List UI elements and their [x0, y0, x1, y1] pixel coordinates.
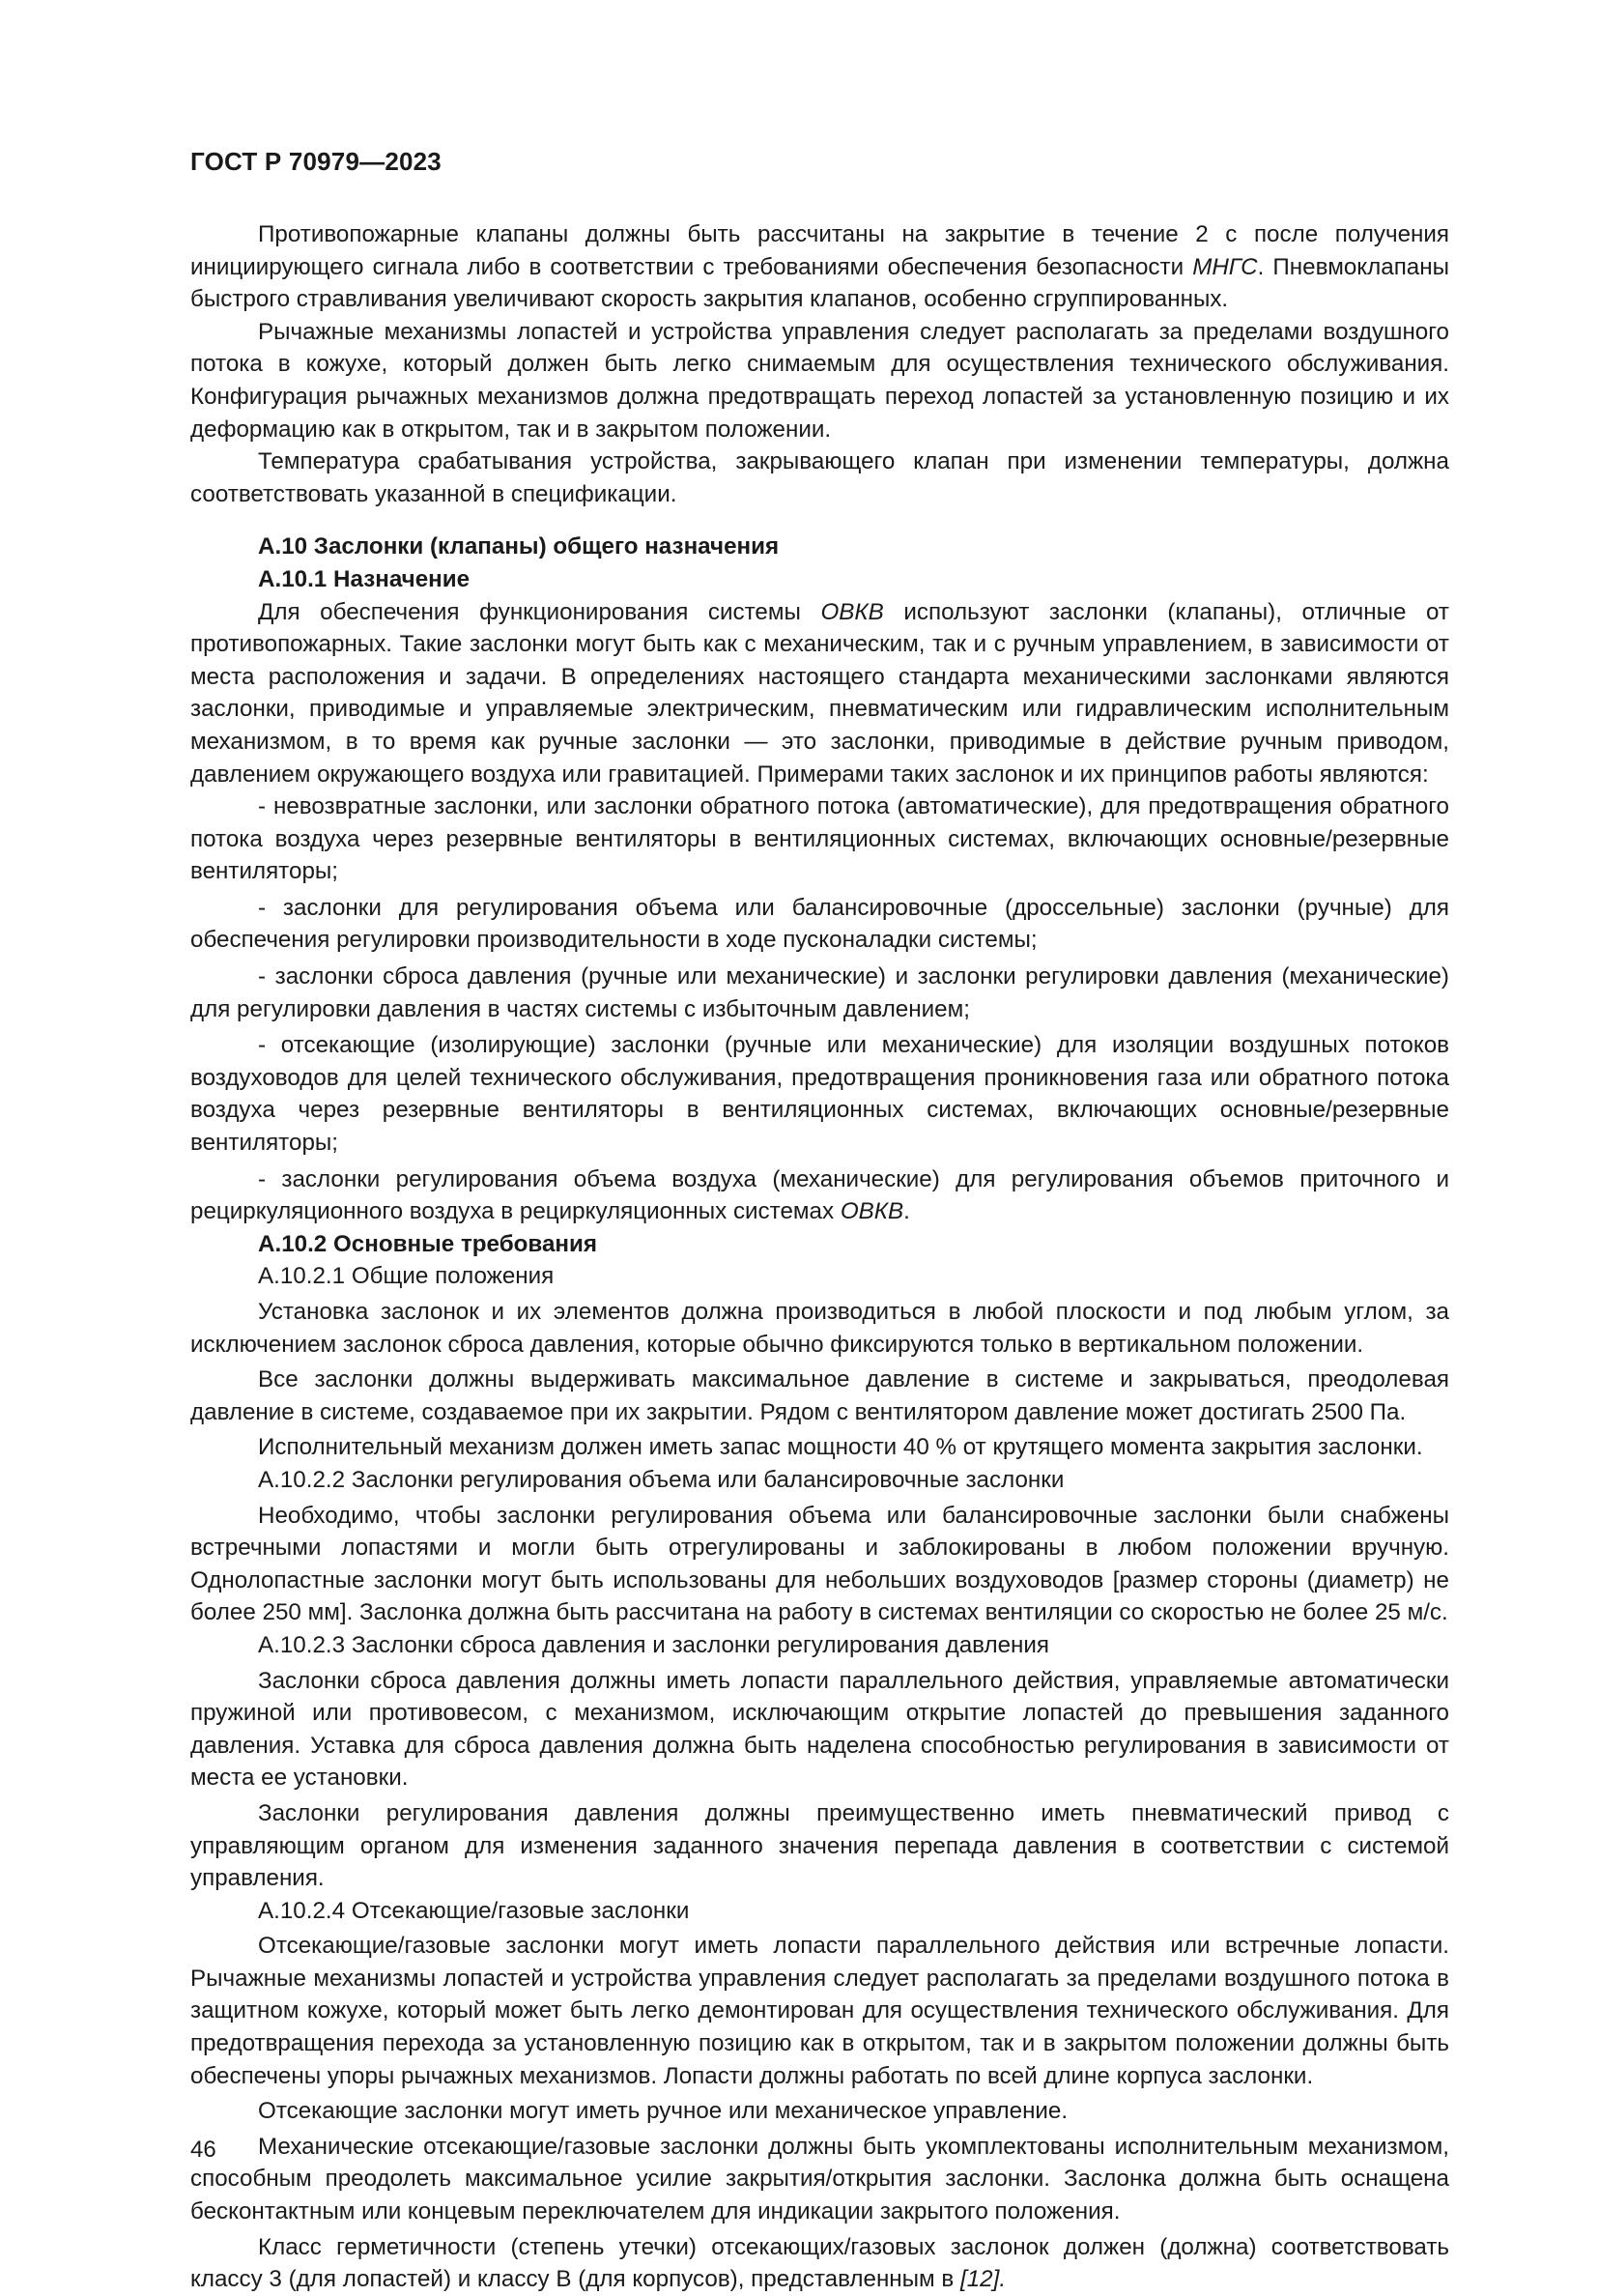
text-run: используют заслонки (клапаны), отличные от противопожарных. Такие заслонки могут быть как с механическим, так и с ручным управлением, в зависимости от места расположения и задачи. В определениях настоящего стандарта механическими заслонками являются заслонки, приводимые и управляемые электрическим, пневматическим или гидравлическим исполнительным механизмом, в то время как ручные заслонки — это заслонки, приводимые в действие ручным приводом, давлением окружающего воздуха или гравитацией. Примерами таких заслонок и их принципов работы являются:: [190, 598, 1449, 788]
paragraph: Необходимо, чтобы заслонки регулирования объема или балансировочные заслонки были снабжены встречными лопастями и могли быть отрегулированы и заблокированы в любом положении вручную. Однолопастные заслонки могут быть использованы для небольших воздуховодов [размер стороны (диаметр) не более 250 мм]. Заслонка должна быть рассчитана на работу в системах вентиляции со скоростью не более 25 м/с.: [190, 1502, 1449, 1626]
paragraph: Заслонки сброса давления должны иметь лопасти параллельного действия, управляемые автоматически пружиной или противовесом, с механизмом, исключающим открытие лопастей до превышения заданного давления. Уставка для сброса давления должна быть наделена способностью регулирования в зависимости от места ее установки.: [190, 1667, 1449, 1792]
document-header: ГОСТ Р 70979—2023: [190, 147, 442, 176]
paragraph: Температура срабатывания устройства, закрывающего клапан при изменении температуры, должна соответствовать указанной в спецификации.: [190, 448, 1449, 507]
paragraph: [190, 596, 1449, 791]
clause-title: А.10.2.2 Заслонки регулирования объема или балансировочные заслонки: [258, 1466, 1065, 1493]
list-item: - невозвратные заслонки, или заслонки обратного потока (автоматические), для предотвращения обратного потока воздуха через резервные вентиляторы в вентиляционных системах, включающих основные/резервные вентиляторы;: [190, 793, 1449, 885]
text-run: Противопожарные клапаны должны быть рассчитаны на закрытие в течение 2 с после получения инициирующего сигнала либо в соответствии с требованиями обеспечения безопасности: [190, 221, 1449, 280]
text-run: Класс герметичности (степень утечки) отсекающих/газовых заслонок должен (должна) соответствовать классу 3 (для лопастей) и классу В (для корпусов), представленным в: [190, 2233, 1449, 2293]
paragraph: Отсекающие/газовые заслонки могут иметь лопасти параллельного действия или встречные лопасти. Рычажные механизмы лопастей и устройства управления следует располагать за пределами воздушного потока в защитном кожухе, который может быть легко демонтирован для осуществления технического обслуживания. Для предотвращения перехода за установленную позицию как в открытом, так и в закрытом положении должны быть обеспечены упоры рычажных механизмов. Лопасти должны работать по всей длине корпуса заслонки.: [190, 1933, 1449, 2089]
paragraph: [190, 2231, 1449, 2296]
text-run: . Пневмоклапаны быстрого стравливания увеличивают скорость закрытия клапанов, особенно сгруппированных.: [190, 253, 1449, 313]
text-run: - заслонки регулирования объема воздуха (механические) для регулирования объемов приточного и рециркуляционного воздуха в рециркуляционных системах: [190, 1165, 1449, 1225]
clause-title: А.10.2.4 Отсекающие/газовые заслонки: [258, 1897, 690, 1924]
clause-title: А.10.2.1 Общие положения: [258, 1263, 555, 1290]
abbreviation: ОВКВ: [840, 1198, 904, 1225]
paragraph: Исполнительный механизм должен иметь запас мощности 40 % от крутящего момента закрытия заслонки.: [258, 1434, 1423, 1461]
abbreviation: ОВКВ: [820, 598, 884, 625]
clause-title: А.10.2.3 Заслонки сброса давления и заслонки регулирования давления: [258, 1631, 1050, 1658]
text-run: Для обеспечения функционирования системы: [258, 598, 821, 625]
paragraph: Установка заслонок и их элементов должна производиться в любой плоскости и под любым углом, за исключением заслонок сброса давления, которые обычно фиксируются только в вертикальном положении.: [190, 1299, 1449, 1358]
section-heading: А.10 Заслонки (клапаны) общего назначения: [258, 533, 780, 560]
paragraph: Рычажные механизмы лопастей и устройства управления следует располагать за пределами воздушного потока в кожухе, который должен быть легко снимаемым для осуществления технического обслуживания. Конфигурация рычажных механизмов должна предотвращать переход лопастей за установленную позицию и их деформацию как в открытом, так и в закрытом положении.: [190, 318, 1449, 443]
list-item: - заслонки сброса давления (ручные или механические) и заслонки регулировки давления (механические) для регулировки давления в частях системы с избыточным давлением;: [190, 963, 1449, 1022]
document-body: [190, 218, 1449, 2296]
list-item: - заслонки для регулирования объема или балансировочные (дроссельные) заслонки (ручные) для обеспечения регулировки производительности в ходе пусконаладки системы;: [190, 894, 1449, 954]
subsection-heading: А.10.1 Назначение: [258, 565, 471, 592]
subsection-heading: А.10.2 Основные требования: [258, 1230, 598, 1257]
paragraph: Отсекающие заслонки могут иметь ручное или механическое управление.: [258, 2098, 1069, 2125]
paragraph: Механические отсекающие/газовые заслонки должны быть укомплектованы исполнительным механизмом, способным преодолеть максимальное усилие закрытия/открытия заслонки. Заслонка должна быть оснащена бесконтактным или концевым переключателем для индикации закрытого положения.: [190, 2133, 1449, 2225]
page-number: 46: [190, 2137, 216, 2163]
text-run: .: [903, 1198, 910, 1225]
reference: [12].: [959, 2266, 1007, 2293]
list-item: - отсекающие (изолирующие) заслонки (ручные или механические) для изоляции воздушных потоков воздуховодов для целей технического обслуживания, предотвращения проникновения газа или обратного потока воздуха через резервные вентиляторы в вентиляционных системах, включающих основные/резервные вентиляторы;: [190, 1032, 1449, 1157]
paragraph: Заслонки регулирования давления должны преимущественно иметь пневматический привод с управляющим органом для изменения заданного значения перепада давления в соответствии с системой управления.: [190, 1799, 1449, 1892]
paragraph: Все заслонки должны выдерживать максимальное давление в системе и закрываться, преодолевая давление в системе, создаваемое при их закрытии. Рядом с вентилятором давление может достигать 2500 Па.: [190, 1366, 1449, 1425]
abbreviation: МНГС: [1192, 253, 1258, 280]
paragraph: [190, 218, 1449, 316]
list-item: [190, 1163, 1449, 1228]
